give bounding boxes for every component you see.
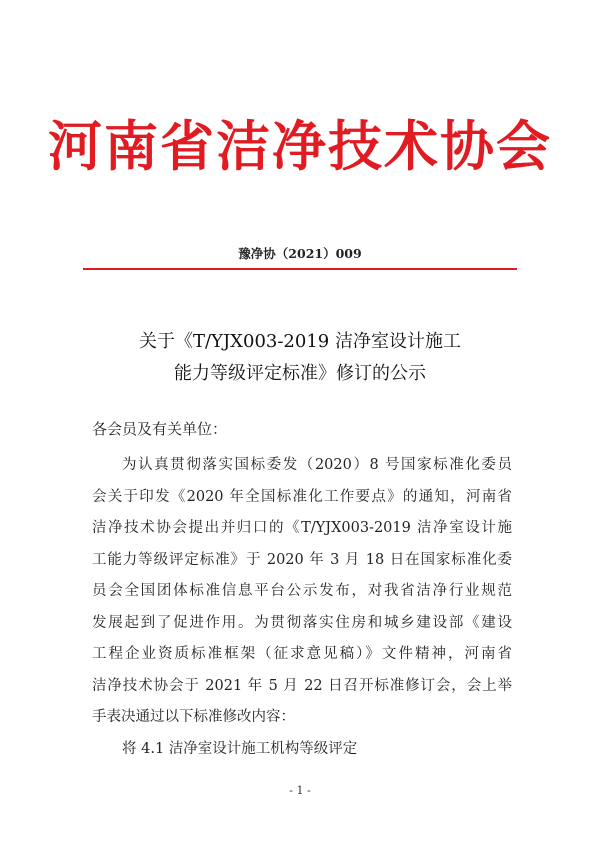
body-line: 洁净技术协会于 2021 年 5 月 22 日召开标准修订会，会上举 (92, 677, 512, 694)
body-line: 手表决通过以下标准修改内容： (92, 709, 295, 725)
red-divider (83, 268, 517, 270)
body-line: 将 4.1 洁净室设计施工机构等级评定 (122, 740, 358, 757)
salutation: 各会员及有关单位： (92, 420, 228, 438)
org-header: 河南省洁净技术协会 (48, 115, 552, 178)
body-line: 洁净技术协会提出并归口的《T/YJX003-2019 洁净室设计施 (92, 520, 512, 536)
body-line: 为认真贯彻落实国标委发（2020）8 号国家标准化委员 (122, 457, 512, 473)
body-text (92, 450, 512, 765)
document-title (0, 326, 600, 390)
body-line: 员会全国团体标准信息平台公示发布，对我省洁净行业规范 (92, 583, 512, 599)
body-line: 发展起到了促进作用。为贯彻落实住房和城乡建设部《建设 (92, 614, 512, 631)
body-line: 工能力等级评定标准》于 2020 年 3 月 18 日在国家标准化委 (92, 551, 512, 568)
page-number: - 1 - (289, 784, 311, 797)
title-line-2: 能力等级评定标准》修订的公示 (174, 363, 426, 384)
body-line: 会关于印发《2020 年全国标准化工作要点》的通知，河南省 (92, 488, 512, 505)
title-line-1: 关于《T/YJX003-2019 洁净室设计施工 (139, 331, 461, 352)
document-number: 豫净协（2021）009 (238, 246, 362, 261)
body-line: 工程企业资质标准框架（征求意见稿）》文件精神，河南省 (92, 646, 512, 662)
